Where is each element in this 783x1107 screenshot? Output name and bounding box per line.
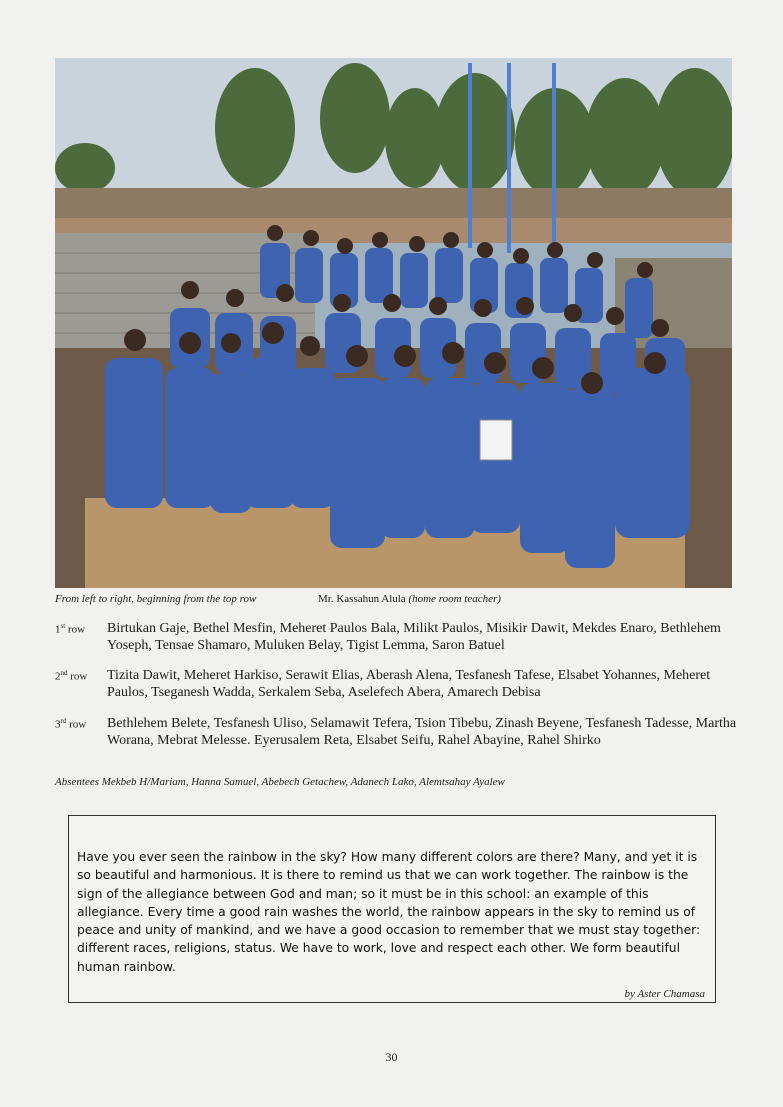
row-label: 2nd row	[55, 669, 88, 683]
class-photo	[55, 58, 732, 588]
teacher-role: (home room teacher)	[408, 593, 501, 605]
row-names: Birtukan Gaje, Bethel Mesfin, Meheret Paulos Bala, Milikt Paulos, Misikir Dawit, Mekdes Enaro, Bethlehem Yoseph, Tensae Shamaro, Muluken Belay, Tigist Lemma, Saron Batuel	[107, 621, 721, 653]
row-names: Bethlehem Belete, Tesfanesh Uliso, Selamawit Tefera, Tsion Tibebu, Zinash Beyene, Tesfanesh Tadesse, Martha Worana, Mebrat Melesse. Eyerusalem Reta, Elsabet Seifu, Rahel Abayine, Rahel Shirko	[107, 716, 737, 748]
rainbow-quote-box	[68, 815, 716, 1003]
quote-text: Have you ever seen the rainbow in the sky? How many different colors are there? Many, and yet it is so beautiful and harmonious. It is there to remind us that we can work together. The rainbow is the sign of the allegiance between God and man; so it must be in this school: an example of this allegiance. Every time a good rain washes the world, the rainbow appears in the sky to remind us of peace and unity of mankind, and we have a good occasion to remember that we must stay together: different races, religions, status. We have to work, love and respect each other. We form beautiful human rainbow.	[77, 850, 701, 974]
row-label: 1st row	[55, 622, 86, 636]
row-label: 3rd row	[55, 717, 87, 731]
quote-author: by Aster Chamasa	[624, 988, 705, 1000]
page-number: 30	[385, 1050, 398, 1064]
photo-caption: From left to right, beginning from the top row	[55, 593, 257, 605]
absentees-line: Absentees Mekbeb H/Mariam, Hanna Samuel, Abebech Getachew, Adanech Lako, Alemtsahay Ayalew	[55, 776, 505, 788]
teacher-name: Mr. Kassahun Alula	[318, 593, 406, 605]
teacher-caption	[318, 593, 501, 605]
row-names: Tizita Dawit, Meheret Harkiso, Serawit Elias, Aberash Alena, Tesfanesh Tafese, Elsabet Yohannes, Meheret Paulos, Tseganesh Wadda, Serkalem Seba, Aselefech Abera, Amarech Debisa	[107, 668, 711, 700]
